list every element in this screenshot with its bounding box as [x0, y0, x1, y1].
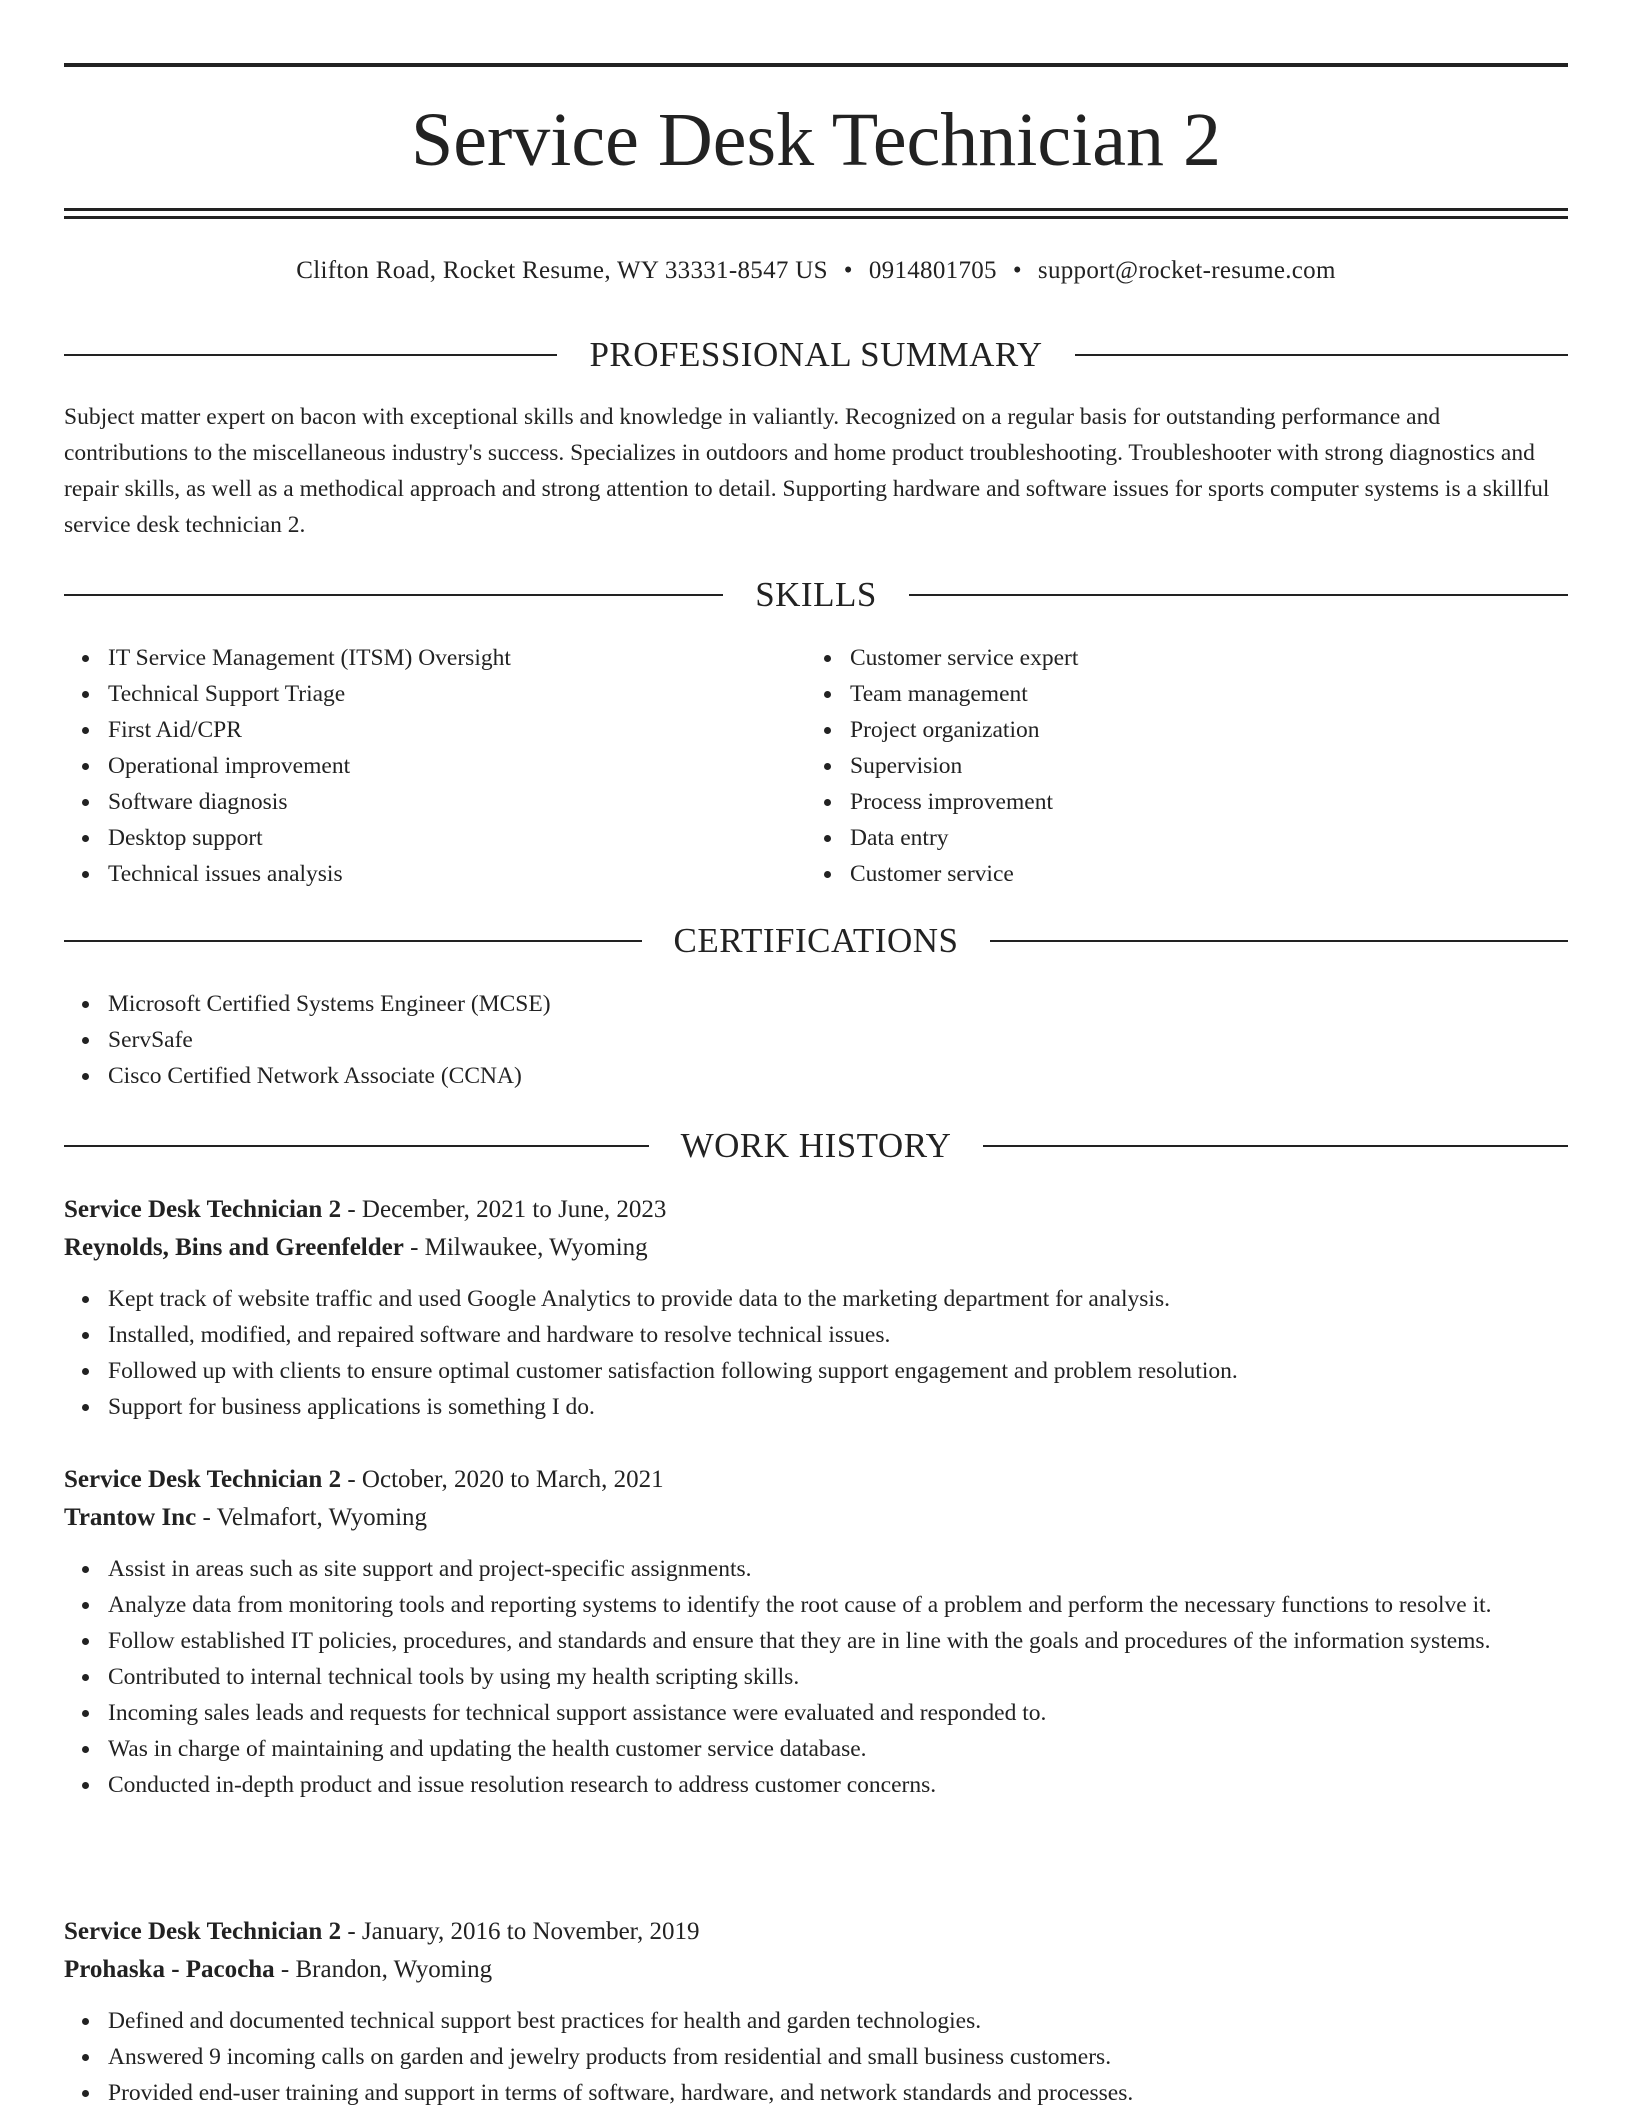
job-bullets — [64, 1281, 1568, 1425]
skill-item: Project organization — [806, 712, 1566, 748]
contact-separator: • — [1012, 257, 1022, 284]
job-dates: December, 2021 to June, 2023 — [361, 1196, 667, 1223]
skill-item: IT Service Management (ITSM) Oversight — [64, 640, 804, 676]
certification-item: ServSafe — [64, 1022, 1568, 1058]
summary-heading — [64, 331, 1568, 379]
job-bullet: Kept track of website traffic and used Google Analytics to provide data to the marketing department for analysis. — [64, 1281, 1568, 1317]
job-bullets — [64, 2003, 1568, 2111]
job-company-line — [64, 1499, 1568, 1537]
job-dash: - — [274, 1956, 296, 1983]
heading-rule-right — [909, 594, 1568, 596]
skill-item: Desktop support — [64, 820, 804, 856]
job-location: Velmafort, Wyoming — [216, 1504, 428, 1531]
skill-item: Operational improvement — [64, 748, 804, 784]
skill-item: Data entry — [806, 820, 1566, 856]
job-title-line — [64, 1191, 1568, 1229]
contact-email: support@rocket-resume.com — [1037, 257, 1336, 284]
job-title-line — [64, 1913, 1568, 1951]
skills-list-left — [64, 640, 804, 892]
job-company: Reynolds, Bins and Greenfelder — [64, 1234, 404, 1261]
job-bullet: Followed up with clients to ensure optimal customer satisfaction following support engagement and problem resolution. — [64, 1353, 1568, 1389]
job-company: Prohaska - Pacocha — [64, 1956, 275, 1983]
job-dates: October, 2020 to March, 2021 — [361, 1466, 664, 1493]
summary-text: Subject matter expert on bacon with exceptional skills and knowledge in valiantly. Recognized on a regular basis for outstanding performance and contributions to the miscellaneous industry's success. Specializes in outdoors and home product troubleshooting. Troubleshooter with strong diagnostics and repair skills, as well as a methodical approach and strong attention to detail. Supporting hardware and software issues for sports computer systems is a skillful service desk technician 2. — [64, 404, 1550, 538]
job-company-line — [64, 1229, 1568, 1267]
job-title: Service Desk Technician 2 — [64, 1918, 342, 1945]
heading-rule-right — [990, 940, 1568, 942]
job-title-line — [64, 1461, 1568, 1499]
job-bullet: Conducted in-depth product and issue resolution research to address customer concerns. — [64, 1767, 1568, 1803]
job-bullet: Analyze data from monitoring tools and reporting systems to identify the root cause of a problem and perform the necessary functions to resolve it. — [64, 1587, 1568, 1623]
job-bullet: Incoming sales leads and requests for technical support assistance were evaluated and responded to. — [64, 1695, 1568, 1731]
job-bullet: Provided end-user training and support in terms of software, hardware, and network standards and processes. — [64, 2075, 1568, 2111]
heading-rule-left — [64, 940, 642, 942]
resume-title: Service Desk Technician 2 — [411, 98, 1221, 182]
job-entry — [64, 1191, 1568, 1425]
job-dash: - — [403, 1234, 425, 1261]
certifications-list — [64, 986, 1568, 1094]
job-bullet: Defined and documented technical support best practices for health and garden technologies. — [64, 2003, 1568, 2039]
job-bullet: Was in charge of maintaining and updating the health customer service database. — [64, 1731, 1568, 1767]
certifications-heading-label: CERTIFICATIONS — [673, 921, 959, 960]
job-entry — [64, 1913, 1568, 2111]
skill-item: First Aid/CPR — [64, 712, 804, 748]
header-double-rule — [64, 208, 1568, 219]
skills-heading — [64, 571, 1568, 619]
job-location: Brandon, Wyoming — [295, 1956, 493, 1983]
contact-address: Clifton Road, Rocket Resume, WY 33331-8547 US — [296, 257, 828, 284]
job-location: Milwaukee, Wyoming — [424, 1234, 648, 1261]
job-title: Service Desk Technician 2 — [64, 1196, 342, 1223]
job-bullet: Answered 9 incoming calls on garden and jewelry products from residential and small business customers. — [64, 2039, 1568, 2075]
job-company: Trantow Inc — [64, 1504, 197, 1531]
heading-rule-right — [1075, 354, 1568, 356]
skill-item: Customer service expert — [806, 640, 1566, 676]
job-bullet: Follow established IT policies, procedures, and standards and ensure that they are in line with the goals and procedures of the information systems. — [64, 1623, 1568, 1659]
certification-item: Microsoft Certified Systems Engineer (MCSE) — [64, 986, 1568, 1022]
job-bullets — [64, 1551, 1568, 1803]
skill-item: Team management — [806, 676, 1566, 712]
heading-rule-left — [64, 354, 557, 356]
header-top-rule — [64, 63, 1568, 67]
skills-heading-label: SKILLS — [755, 575, 877, 614]
heading-rule-left — [64, 1145, 649, 1147]
skill-item: Customer service — [806, 856, 1566, 892]
job-dates: January, 2016 to November, 2019 — [361, 1918, 700, 1945]
work-history-heading — [64, 1122, 1568, 1170]
job-dash: - — [341, 1196, 362, 1223]
skill-item: Supervision — [806, 748, 1566, 784]
contact-line — [64, 253, 1568, 289]
certifications-heading — [64, 917, 1568, 965]
job-dash: - — [341, 1466, 362, 1493]
heading-rule-right — [983, 1145, 1568, 1147]
skill-item: Process improvement — [806, 784, 1566, 820]
contact-phone: 0914801705 — [868, 257, 997, 284]
skills-list-right — [806, 640, 1566, 892]
work-history-heading-label: WORK HISTORY — [680, 1126, 952, 1165]
job-dash: - — [341, 1918, 362, 1945]
job-dash: - — [196, 1504, 217, 1531]
job-bullet: Assist in areas such as site support and project-specific assignments. — [64, 1551, 1568, 1587]
job-bullet: Support for business applications is something I do. — [64, 1389, 1568, 1425]
certification-item: Cisco Certified Network Associate (CCNA) — [64, 1058, 1568, 1094]
heading-rule-left — [64, 594, 723, 596]
summary-heading-label: PROFESSIONAL SUMMARY — [589, 335, 1043, 374]
job-bullet: Installed, modified, and repaired software and hardware to resolve technical issues. — [64, 1317, 1568, 1353]
job-title: Service Desk Technician 2 — [64, 1466, 342, 1493]
job-company-line — [64, 1951, 1568, 1989]
job-entry — [64, 1461, 1568, 1803]
contact-separator: • — [843, 257, 853, 284]
skill-item: Technical issues analysis — [64, 856, 804, 892]
skill-item: Software diagnosis — [64, 784, 804, 820]
skill-item: Technical Support Triage — [64, 676, 804, 712]
job-bullet: Contributed to internal technical tools by using my health scripting skills. — [64, 1659, 1568, 1695]
